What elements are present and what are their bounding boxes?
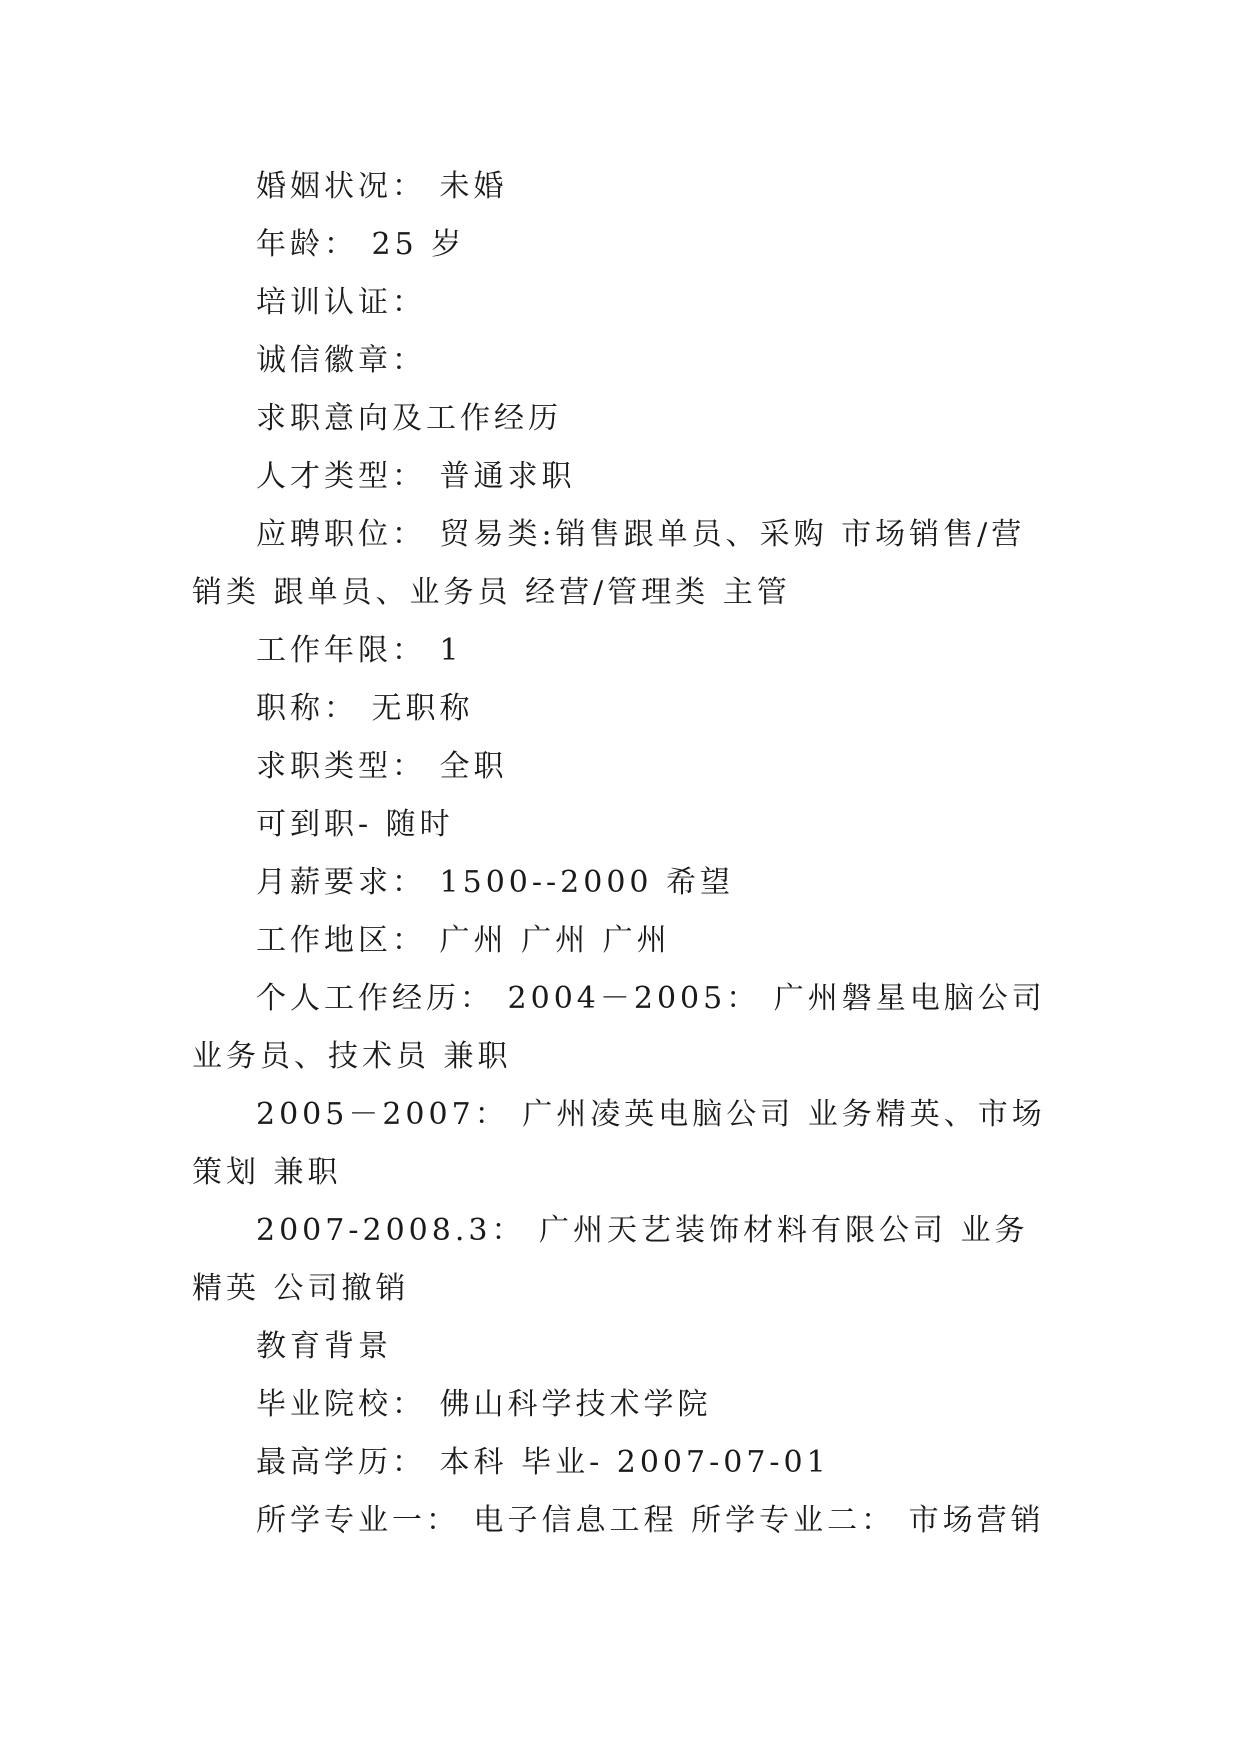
age-line: 年龄： 25 岁 bbox=[256, 227, 466, 262]
work-region-line: 工作地区： 广州 广州 广州 bbox=[256, 923, 671, 958]
job-title-line: 职称： 无职称 bbox=[256, 691, 474, 726]
availability-line: 可到职- 随时 bbox=[256, 807, 454, 842]
work-experience-entry-2: 2005－2007： 广州凌英电脑公司 业务精英、市场策划 兼职 bbox=[192, 1097, 1046, 1190]
work-experience-entry-1: 个人工作经历： 2004－2005： 广州磐星电脑公司 业务员、技术员 兼职 bbox=[192, 981, 1060, 1074]
job-type-line: 求职类型： 全职 bbox=[256, 749, 508, 784]
graduate-school-line: 毕业院校： 佛山科学技术学院 bbox=[256, 1387, 712, 1422]
integrity-badge-line: 诚信徽章： bbox=[256, 343, 426, 378]
salary-requirement-line: 月薪要求： 1500--2000 希望 bbox=[256, 865, 735, 900]
work-years-line: 工作年限： 1 bbox=[256, 633, 463, 668]
marital-status-line: 婚姻状况： 未婚 bbox=[256, 169, 508, 204]
highest-degree-line: 最高学历： 本科 毕业- 2007-07-01 bbox=[256, 1445, 830, 1480]
document-body bbox=[192, 158, 1060, 1550]
majors-line: 所学专业一： 电子信息工程 所学专业二： 市场营销 bbox=[256, 1503, 1045, 1538]
job-intention-heading: 求职意向及工作经历 bbox=[256, 401, 562, 436]
training-certification-line: 培训认证： bbox=[256, 285, 426, 320]
applied-position-line: 应聘职位： 贸易类:销售跟单员、采购 市场销售/营销类 跟单员、业务员 经营/管理类 主管 bbox=[192, 517, 1026, 610]
talent-type-line: 人才类型： 普通求职 bbox=[256, 459, 576, 494]
work-experience-entry-3: 2007-2008.3： 广州天艺装饰材料有限公司 业务精英 公司撤销 bbox=[192, 1213, 1029, 1306]
education-heading: 教育背景 bbox=[256, 1329, 392, 1364]
